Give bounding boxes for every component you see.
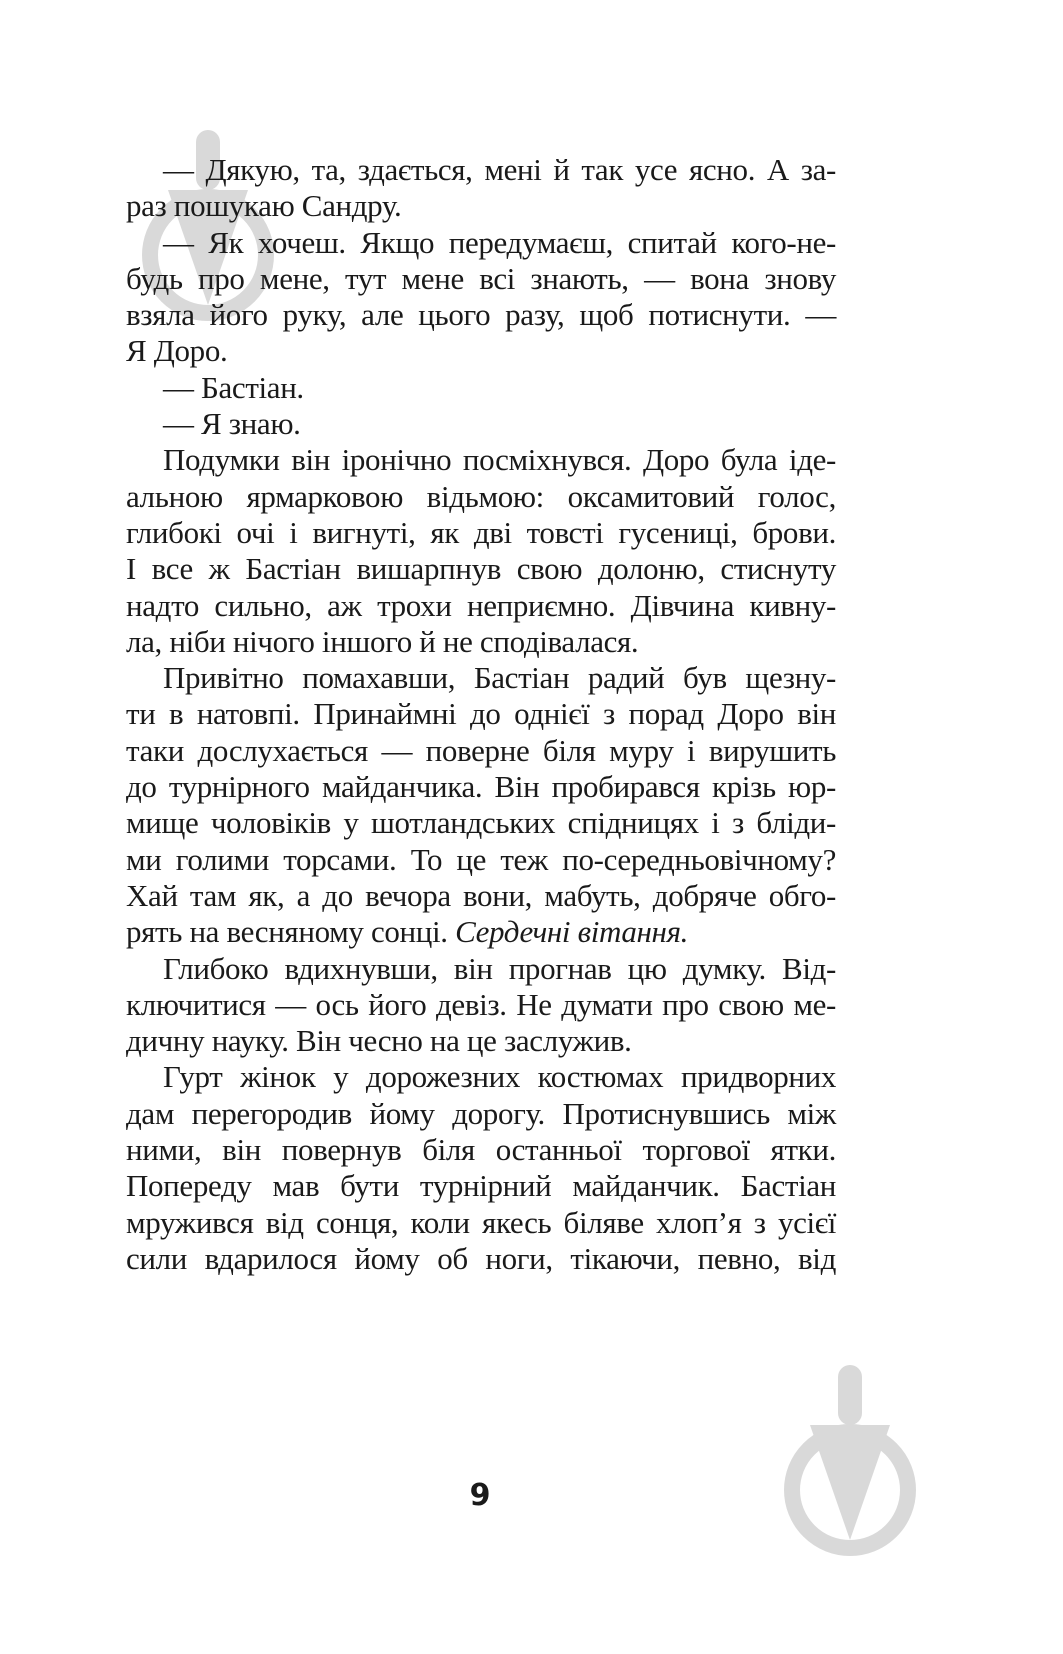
text-line: Гурт жінок у дорожезних костюмах придворних — [163, 1059, 836, 1095]
text-line: ми голими торсами. То це теж по-середньовічному? — [126, 841, 836, 877]
text-line: Привітно помахавши, Бастіан радий був щезну- — [163, 660, 836, 696]
paragraph — [126, 225, 836, 370]
text-line: — Дякую, та, здається, мені й так усе ясно. А за- — [163, 152, 836, 187]
paragraph — [126, 370, 836, 406]
text-line: ла, ніби нічого іншого й не сподівалася. — [126, 623, 639, 659]
text-line: Подумки він іронічно посміхнувся. Доро була іде- — [163, 442, 836, 478]
text-italic-emphasis: Сердечні вітання. — [455, 914, 689, 950]
paragraph — [126, 152, 836, 225]
text-line: ними, він повернув біля останньої торгової ятки. — [126, 1132, 836, 1168]
paragraph — [126, 660, 836, 950]
text-line: дам перегородив йому дорогу. Протиснувшись між — [126, 1095, 836, 1131]
text-line: таки дослухається — поверне біля муру і вирушить — [126, 732, 836, 768]
text-line: мище чоловіків у шотландських спідницях і з бліди- — [126, 805, 836, 841]
text-line: сили вдарилося йому об ноги, тікаючи, певно, від — [126, 1240, 836, 1276]
text-line: до турнірного майданчика. Він пробирався крізь юр- — [126, 769, 836, 805]
text-line: — Як хочеш. Якщо передумаєш, спитай кого-не- — [163, 224, 836, 260]
text-line: мружився від сонця, коли якесь біляве хлоп’я з усієї — [126, 1204, 836, 1240]
text-plain: рять на весняному сонці. — [126, 914, 456, 950]
paragraph — [126, 442, 836, 660]
paragraph — [126, 951, 836, 1060]
text-line: будь про мене, тут мене всі знають, — вона знову — [126, 260, 836, 296]
text-line: раз пошукаю Сандру. — [126, 188, 402, 224]
text-line: Хай там як, а до вечора вони, мабуть, добряче обго- — [126, 877, 836, 913]
text-line: ти в натовпі. Принаймні до однієї з порад Доро він — [126, 696, 836, 732]
download-arrow-circle-icon — [780, 1365, 920, 1565]
text-line: Попереду мав бути турнірний майданчик. Бастіан — [126, 1168, 836, 1204]
page-number: 9 — [469, 1478, 491, 1513]
text-line: — Я знаю. — [163, 406, 301, 442]
page-body-text — [126, 152, 836, 1277]
text-line: надто сильно, аж трохи неприємно. Дівчина кивну- — [126, 587, 836, 623]
text-line: альною ярмарковою відьмою: оксамитовий голос, — [126, 478, 836, 514]
paragraph — [126, 1059, 836, 1277]
text-line: Я Доро. — [126, 333, 228, 369]
text-line: ключитися — ось його девіз. Не думати про свою ме- — [126, 986, 836, 1022]
text-line — [126, 914, 836, 950]
text-line: І все ж Бастіан вишарпнув свою долоню, стиснуту — [126, 551, 836, 587]
text-line: глибокі очі і вигнуті, як дві товсті гусениці, брови. — [126, 514, 836, 550]
text-line: — Бастіан. — [163, 369, 304, 405]
text-line: Глибоко вдихнувши, він прогнав цю думку. Від- — [163, 950, 836, 986]
text-line: взяла його руку, але цього разу, щоб потиснути. — — [126, 297, 836, 333]
paragraph — [126, 406, 836, 442]
text-line: дичну науку. Він чесно на це заслужив. — [126, 1023, 632, 1059]
